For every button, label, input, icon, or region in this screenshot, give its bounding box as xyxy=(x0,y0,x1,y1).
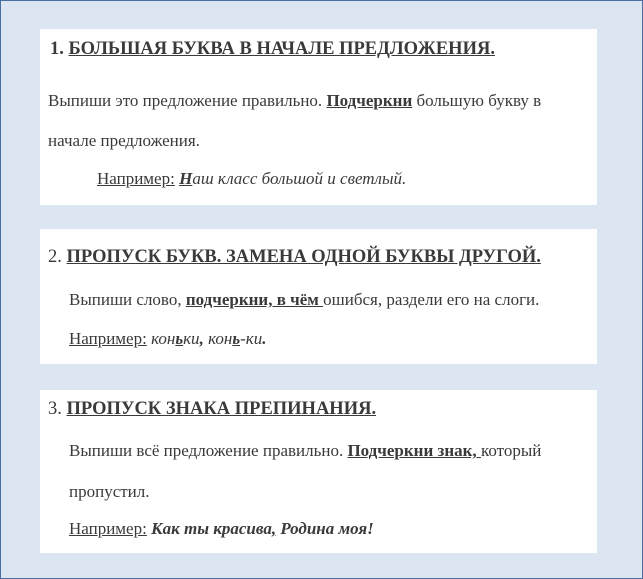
example-text: Как ты красива xyxy=(151,519,272,538)
rule-number: 3. xyxy=(48,399,62,419)
rule-number: 2. xyxy=(48,247,62,267)
example-label: Например: xyxy=(97,169,175,188)
rule-example xyxy=(97,169,406,189)
rule-instruction-line-1 xyxy=(69,441,541,461)
rule-card-punctuation xyxy=(40,390,597,553)
example-label: Например: xyxy=(69,329,147,348)
rule-title-capital-letter xyxy=(50,39,495,60)
instruction-text-end: ошибся, раздели его на слоги. xyxy=(323,290,540,309)
rule-title-punctuation xyxy=(48,399,376,420)
rule-title: ПРОПУСК ЗНАКА ПРЕПИНАНИЯ. xyxy=(66,399,377,419)
instruction-text: Выпиши слово, xyxy=(69,290,186,309)
example-text: , xyxy=(199,329,209,348)
instruction-text: Выпиши всё предложение правильно. xyxy=(69,441,348,460)
rule-instruction-line-1 xyxy=(48,91,541,111)
rule-example xyxy=(69,519,374,539)
example-highlight: , xyxy=(271,519,277,538)
example-highlight: ь xyxy=(175,329,184,348)
example-text: -ки xyxy=(240,329,263,348)
rule-example xyxy=(69,329,266,349)
example-highlight: Н xyxy=(179,169,193,188)
instruction-emphasis: подчеркни, в чём xyxy=(185,290,324,309)
instruction-text-end: большую букву в xyxy=(412,91,542,110)
instruction-emphasis: Подчеркни xyxy=(326,91,413,110)
example-text: ки xyxy=(183,329,200,348)
rule-card-missing-letters xyxy=(40,229,597,364)
rule-title: ПРОПУСК БУКВ. ЗАМЕНА ОДНОЙ БУКВЫ ДРУГОЙ. xyxy=(66,247,541,267)
rule-instruction-line-2 xyxy=(48,131,200,151)
example-text: кон xyxy=(208,329,233,348)
rule-title: БОЛЬШАЯ БУКВА В НАЧАЛЕ ПРЕДЛОЖЕНИЯ. xyxy=(68,39,495,59)
example-text: кон xyxy=(151,329,176,348)
instruction-text-end: который xyxy=(480,441,542,460)
rule-card-capital-letter xyxy=(40,29,597,205)
rule-instruction-line-2 xyxy=(69,482,150,502)
rule-instruction-line-1 xyxy=(69,290,539,310)
example-text: аш класс большой и светлый. xyxy=(192,169,407,188)
rule-number: 1. xyxy=(50,39,64,59)
instruction-emphasis: Подчеркни знак, xyxy=(347,441,481,460)
instruction-text: начале предложения. xyxy=(48,131,200,150)
rule-title-missing-letters xyxy=(48,247,541,268)
example-highlight: ь xyxy=(232,329,241,348)
example-label: Например: xyxy=(69,519,147,538)
instruction-text: Выпиши это предложение правильно. xyxy=(48,91,327,110)
example-text: Родина моя! xyxy=(276,519,374,538)
instruction-text: пропустил. xyxy=(69,482,150,501)
example-text: . xyxy=(262,329,267,348)
